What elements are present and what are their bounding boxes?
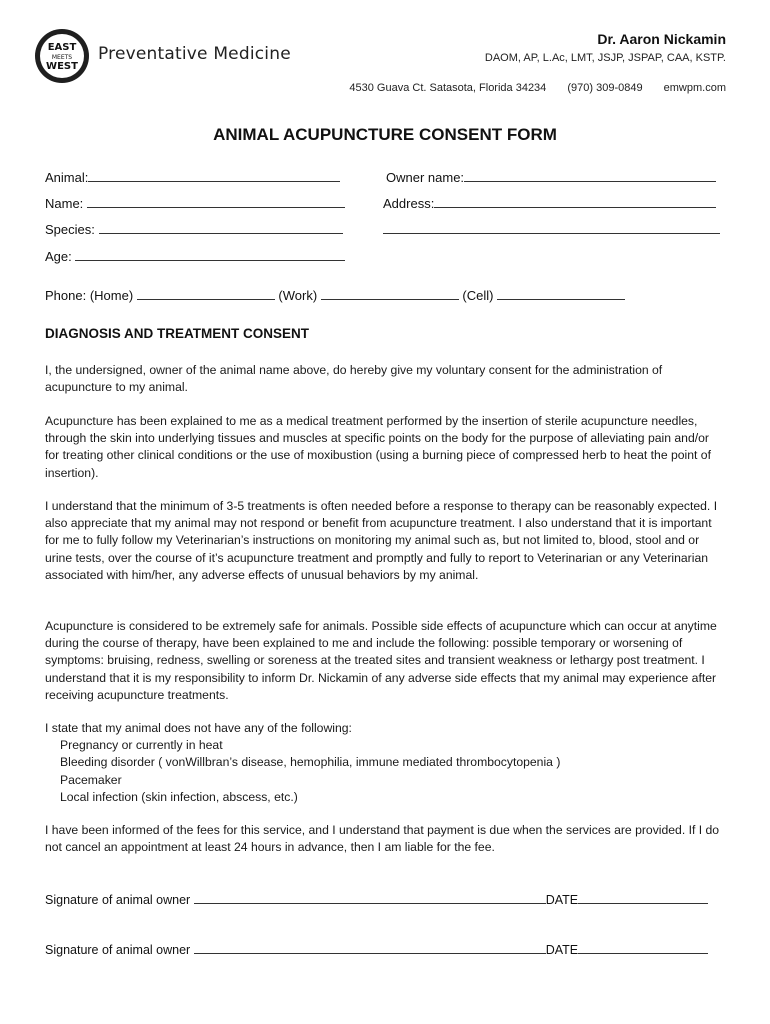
conditions-block <box>45 720 723 806</box>
signature-label: Signature of animal owner <box>45 893 191 907</box>
animal-input-line[interactable] <box>88 170 340 182</box>
address-input-line[interactable] <box>434 196 716 208</box>
phone-work-label: (Work) <box>278 288 318 303</box>
practice-address: 4530 Guava Ct. Satasota, Florida 34234 <box>349 82 547 94</box>
consent-paragraph-2: Acupuncture has been explained to me as a medical treatment performed by the insertion of sterile acupuncture needles, through the skin into underlying tissues and muscles at specific points on the body for the purpose of alleviating pain and/or for treating other clinical conditions or the use of moxibustion (using a burning piece of compressed herb to heat the point of insertion). <box>45 414 711 480</box>
practice-website: emwpm.com <box>663 82 726 94</box>
phone-cell-input-line[interactable] <box>497 288 625 300</box>
date-label: DATE <box>545 943 579 957</box>
signature-row-1 <box>45 892 708 907</box>
owner-name-input-line[interactable] <box>464 170 716 182</box>
address-input-line-2[interactable] <box>383 222 720 234</box>
phone-cell-label: (Cell) <box>462 288 494 303</box>
logo-line-west: WEST <box>46 61 78 72</box>
name-field <box>45 196 345 211</box>
age-field <box>45 249 345 264</box>
logo-icon <box>34 28 90 84</box>
condition-item: Pregnancy or currently in heat <box>60 738 223 753</box>
address-field <box>383 196 716 211</box>
condition-item: Pacemaker <box>60 772 122 787</box>
age-label: Age: <box>45 249 72 264</box>
owner-name-label: Owner name: <box>386 170 465 185</box>
phone-home-label: Phone: (Home) <box>45 288 134 303</box>
date-input-line[interactable] <box>578 892 708 904</box>
conditions-intro: I state that my animal does not have any of the following: <box>45 721 352 735</box>
contact-line <box>349 82 726 94</box>
doctor-credentials: DAOM, AP, L.Ac, LMT, JSJP, JSPAP, CAA, KSTP. <box>484 52 726 64</box>
address-line-2-field <box>383 222 720 237</box>
signature-row-2 <box>45 942 708 957</box>
signature-label: Signature of animal owner <box>45 943 191 957</box>
name-input-line[interactable] <box>87 196 345 208</box>
condition-item: Bleeding disorder ( vonWillbran’s disease, hemophilia, immune mediated thrombocytopenia ) <box>60 755 561 770</box>
species-label: Species: <box>45 222 95 237</box>
consent-paragraph-3: I understand that the minimum of 3-5 treatments is often needed before a response to therapy can be reasonably expected. I also appreciate that my animal may not respond or benefit from acupuncture treatment. I also understand that it is important for me to fully follow my Veterinarian’s instructions on monitoring my animal such as, but not limited to, blood, stool and or urine tests, over the course of it’s acupuncture treatment and promptly and fully to report to Veterinarian or any Veterinarian associated with him/her, any adverse effects of unusual behaviors by my animal. <box>45 499 718 582</box>
logo-line-east: EAST <box>47 42 77 53</box>
name-label: Name: <box>45 196 84 211</box>
owner-name-field <box>386 170 716 185</box>
address-label: Address: <box>383 196 435 211</box>
species-input-line[interactable] <box>99 222 343 234</box>
consent-paragraph-4: Acupuncture is considered to be extremely safe for animals. Possible side effects of acupuncture which can occur at anytime during the course of therapy, have been explained to me and include the following: possible temporary or worsening of symptoms: bruising, redness, swelling or soreness at the treated sites and transient weakness or lethargy post treatment. I understand that it is my responsibility to inform Dr. Nickamin of any adverse side effects that my animal may experience after receiving acupuncture treatments. <box>45 619 717 702</box>
logo-line-meets: MEETS <box>51 54 73 61</box>
animal-field <box>45 170 340 185</box>
date-input-line[interactable] <box>578 942 708 954</box>
phone-home-input-line[interactable] <box>137 288 275 300</box>
date-label: DATE <box>545 893 579 907</box>
signature-input-line[interactable] <box>194 942 546 954</box>
phone-work-input-line[interactable] <box>321 288 459 300</box>
phone-field <box>45 288 625 303</box>
animal-label: Animal: <box>45 170 89 185</box>
species-field <box>45 222 343 237</box>
form-title: ANIMAL ACUPUNCTURE CONSENT FORM <box>213 125 557 144</box>
section-heading: DIAGNOSIS AND TREATMENT CONSENT <box>45 326 310 341</box>
signature-input-line[interactable] <box>194 892 546 904</box>
condition-item: Local infection (skin infection, abscess, etc.) <box>60 789 298 804</box>
age-input-line[interactable] <box>75 249 345 261</box>
practice-phone: (970) 309-0849 <box>567 82 643 94</box>
doctor-name: Dr. Aaron Nickamin <box>597 31 726 47</box>
consent-paragraph-1: I, the undersigned, owner of the animal name above, do hereby give my voluntary consent for the administration of acupuncture to my animal. <box>45 363 663 395</box>
fees-paragraph: I have been informed of the fees for this service, and I understand that payment is due when the services are provided. If I do not cancel an appointment at least 24 hours in advance, then I am liable for the fee. <box>45 823 720 855</box>
practice-name: Preventative Medicine <box>98 44 291 64</box>
